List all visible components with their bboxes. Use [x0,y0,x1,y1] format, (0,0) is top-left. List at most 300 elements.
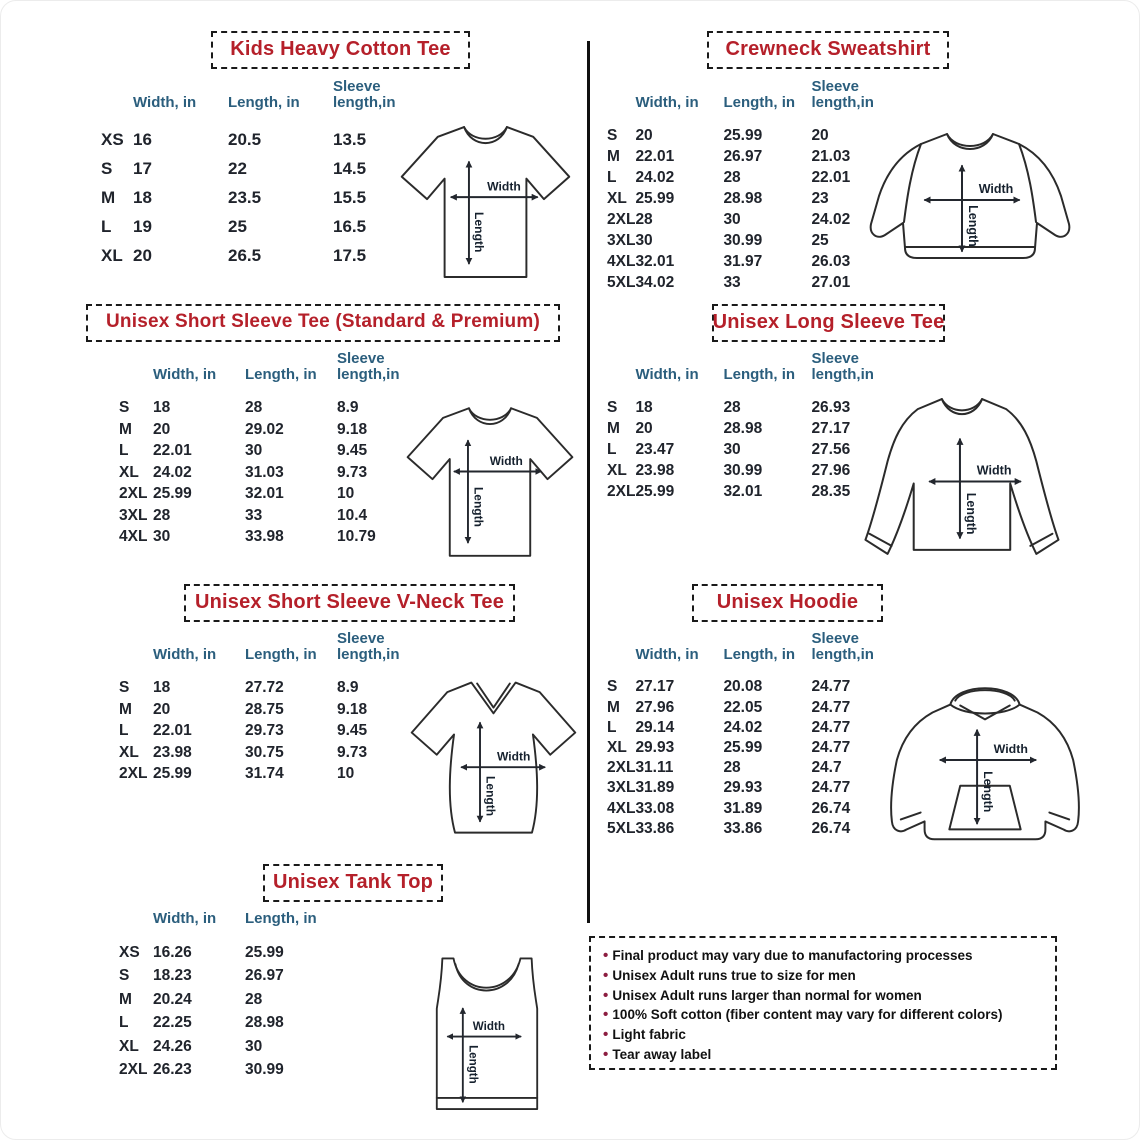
table-row [109,988,349,1012]
size-label: L [607,440,617,458]
section-title-kids-heavy-cotton-tee [211,31,470,69]
measurement-value: 20 [635,419,653,437]
measurement-value: 25.99 [153,765,192,783]
measurement-value: 27.56 [811,440,851,458]
column-header: Length, in [723,646,796,664]
measurement-value: 20.5 [228,129,262,149]
measurement-value: 33 [245,506,263,524]
corner-cell [109,631,153,677]
table-row [597,481,881,502]
section-title-unisex-long-sleeve-tee [712,304,945,342]
table-row [597,272,881,293]
measurement-value: 33 [723,273,741,291]
table-row [109,505,407,527]
measurement-value: 24.7 [811,759,842,777]
size-label: S [119,399,130,417]
measurement-value: 26.03 [811,252,851,270]
measurement-value: 17.5 [333,245,367,265]
width-label: Width [487,179,521,194]
measurement-value: 22 [228,158,247,178]
width-label: Width [978,182,1014,196]
measurement-value: 18 [153,399,171,417]
table-row [109,699,407,721]
table-row [597,677,881,697]
size-label: 2XL [607,759,636,777]
measurement-value: 20.24 [153,990,192,1008]
measurement-value: 24.02 [723,718,763,736]
hoodie-diagram [881,671,1089,853]
column-header: Width, in [153,646,217,664]
measurement-value: 18 [635,398,653,416]
table-row [109,965,349,989]
measurement-value: 24.77 [811,678,851,696]
measurement-value: 30 [153,528,171,546]
measurement-value: 28 [245,990,263,1008]
length-label: Length [483,776,498,817]
measurement-value: 28 [635,210,653,228]
size-label: 5XL [607,273,636,291]
size-label: 5XL [607,819,636,837]
measurement-value: 24.26 [153,1037,192,1055]
measurement-value: 16 [133,129,152,149]
measurement-value: 10 [337,485,355,503]
table-row [91,212,403,241]
measurement-value: 18 [133,187,152,207]
measurement-value: 21.03 [811,147,851,165]
size-table [109,351,407,548]
measurement-value: 30.99 [245,1061,284,1079]
measurement-value: 20 [153,420,171,438]
measurement-value: 14.5 [333,158,367,178]
length-label: Length [466,1045,480,1084]
measurement-value: 30 [245,442,263,460]
section-title-text: Unisex Tank Top [272,870,434,893]
table-row [109,419,407,441]
measurement-value: 27.72 [245,679,284,697]
measurement-value: 9.18 [337,700,368,718]
size-label: 3XL [607,779,636,797]
size-label: XS [119,943,140,961]
measurement-value: 31.74 [245,765,284,783]
table-row [597,397,881,418]
neck-trim-line [455,964,518,990]
measurement-value: 17 [133,158,152,178]
size-label: XL [607,739,627,757]
column-header: Sleeve length,in [811,350,874,384]
length-label: Length [966,205,980,247]
measurement-value: 28.35 [811,482,851,500]
column-header: Width, in [635,94,699,112]
table-row [109,742,407,764]
sleeve-seam-right [1019,144,1036,222]
measurement-value: 29.93 [635,739,675,757]
column-header: Sleeve length,in [811,78,874,112]
size-label: L [607,718,617,736]
table-row [109,941,349,965]
tshirt-diagram [399,395,581,571]
section-title-unisex-tank-top [263,864,443,902]
measurement-value: 9.45 [337,722,368,740]
measurement-value: 33.86 [635,819,675,837]
table-row [109,1035,349,1059]
measurement-value: 26.93 [811,398,851,416]
measurement-value: 23.5 [228,187,262,207]
size-label: XL [607,461,627,479]
table-row [597,188,881,209]
measurement-value: 26.97 [723,147,763,165]
table-row [109,1059,349,1083]
size-label: M [119,700,132,718]
tshirt-diagram [393,113,578,293]
table-row [91,241,403,270]
size-label: 2XL [607,210,636,228]
notes-list [603,946,1043,1065]
measurement-value: 32.01 [245,485,284,503]
size-label: XL [101,245,123,265]
length-label: Length [471,211,486,253]
measurement-value: 20 [153,700,171,718]
table-row [109,677,407,699]
measurement-value: 27.01 [811,273,851,291]
measurement-value: 10 [337,765,355,783]
measurement-value: 22.25 [153,1014,192,1032]
size-label: 2XL [607,482,636,500]
table-row [91,183,403,212]
measurement-value: 30 [723,210,741,228]
measurement-value: 20.08 [723,678,763,696]
measurement-value: 19 [133,216,152,236]
size-label: XL [119,463,139,481]
size-label: M [607,698,620,716]
measurement-value: 8.9 [337,399,359,417]
table-row [597,209,881,230]
size-table-unisex-short-sleeve-tee [109,351,407,548]
width-label: Width [993,742,1028,757]
tank-top-diagram [421,951,553,1123]
measurement-value: 16.5 [333,216,367,236]
corner-cell [109,911,153,941]
size-label: XL [119,1037,139,1055]
table-row [597,125,881,146]
measurement-value: 28.98 [723,189,763,207]
measurement-value: 28 [723,398,741,416]
measurement-value: 25.99 [723,126,763,144]
table-row [597,778,881,798]
length-label: Length [471,487,486,527]
size-table [109,911,349,1082]
measurement-value: 23.98 [635,461,675,479]
width-label: Width [472,1020,505,1034]
size-label: L [119,722,129,740]
note-item: • 100% Soft cotton (fiber content may vary for different colors) [603,1005,1043,1025]
measurement-value: 20 [133,245,152,265]
note-item: • Unisex Adult runs true to size for men [603,966,1043,986]
measurement-value: 20 [811,126,829,144]
table-row [109,763,407,785]
table-row [597,758,881,778]
size-label: L [101,216,112,236]
measurement-value: 23.98 [153,743,192,761]
column-header: Sleeve length,in [811,630,874,664]
measurement-value: 31.11 [635,759,674,777]
cuff-line-right [1049,813,1069,820]
measurement-value: 24.77 [811,698,851,716]
measurement-value: 26.5 [228,245,262,265]
v-neck-inner-line [477,684,510,708]
size-label: XL [607,189,627,207]
long-sleeve-tee-diagram [853,387,1085,573]
size-label: 2XL [119,1061,148,1079]
length-label: Length [981,771,996,813]
measurement-value: 27.17 [635,678,675,696]
table-row [597,146,881,167]
measurement-value: 29.02 [245,420,284,438]
corner-cell [109,351,153,397]
table-row [91,154,403,183]
section-title-text: Unisex Long Sleeve Tee [712,310,945,333]
column-header: Length, in [723,94,796,112]
size-table [597,631,881,839]
column-header: Sleeve length,in [337,350,400,384]
measurement-value: 33.08 [635,799,675,817]
measurement-value: 25 [811,231,829,249]
measurement-value: 26.97 [245,967,284,985]
size-table [91,79,403,270]
measurement-value: 28.98 [723,419,763,437]
size-label: L [119,1014,129,1032]
size-label: 3XL [607,231,636,249]
section-title-unisex-v-neck-tee [184,584,515,622]
size-label: S [119,967,130,985]
measurement-value: 24.02 [153,463,192,481]
table-row [597,439,881,460]
measurement-value: 28.75 [245,700,284,718]
measurement-value: 26.74 [811,819,851,837]
measurement-value: 22.01 [635,147,675,165]
size-table [597,79,881,293]
size-table-crewneck-sweatshirt [597,79,881,293]
size-label: S [607,398,618,416]
measurement-value: 25.99 [635,482,675,500]
section-title-text: Unisex Hoodie [716,590,859,613]
measurement-value: 25.99 [153,485,192,503]
measurement-value: 28.98 [245,1014,284,1032]
measurement-value: 23 [811,189,829,207]
table-row [109,1012,349,1036]
size-label: M [607,419,620,437]
measurement-value: 33.98 [245,528,284,546]
measurement-value: 30 [723,440,741,458]
cuff-line-left [901,813,921,820]
section-title-unisex-hoodie [692,584,883,622]
size-label: S [119,679,130,697]
measurement-value: 15.5 [333,187,367,207]
measurement-value: 27.17 [811,419,851,437]
measurement-value: 30.75 [245,743,284,761]
tank-outline [437,958,537,1109]
measurement-value: 31.89 [723,799,763,817]
measurement-value: 22.01 [153,442,192,460]
size-table-unisex-hoodie [597,631,881,839]
measurement-value: 27.96 [635,698,675,716]
measurement-value: 22.01 [811,168,851,186]
table-row [597,460,881,481]
measurement-value: 28 [723,759,741,777]
column-header: Width, in [635,366,699,384]
size-table-unisex-long-sleeve-tee [597,351,881,502]
measurement-value: 18 [153,679,171,697]
table-row [91,125,403,154]
measurement-value: 34.02 [635,273,675,291]
note-item: • Light fabric [603,1025,1043,1045]
size-label: M [119,990,132,1008]
measurement-value: 31.97 [723,252,763,270]
measurement-value: 30.99 [723,231,763,249]
column-header: Length, in [245,366,317,384]
v-neck-tee-diagram [403,671,583,849]
table-row [109,397,407,419]
section-title-unisex-short-sleeve-tee [86,304,560,342]
size-label: 3XL [119,506,148,524]
width-label: Width [976,463,1012,478]
measurement-value: 10.79 [337,528,376,546]
measurement-value: 25.99 [723,739,763,757]
measurement-value: 20 [635,126,653,144]
table-row [597,230,881,251]
corner-cell [597,351,635,397]
column-header: Width, in [635,646,699,664]
measurement-value: 29.73 [245,722,284,740]
measurement-value: 23.47 [635,440,675,458]
table-row [109,720,407,742]
sleeve-seam-left [904,144,921,222]
product-notes-box [589,936,1057,1070]
size-label: M [119,420,132,438]
size-label: 4XL [607,252,636,270]
size-label: L [119,442,129,460]
measurement-value: 31.03 [245,463,284,481]
measurement-value: 26.23 [153,1061,192,1079]
column-header: Width, in [153,910,217,927]
column-header: Length, in [245,646,317,664]
size-label: M [607,147,620,165]
size-label: 4XL [607,799,636,817]
measurement-value: 24.77 [811,739,851,757]
section-title-crewneck-sweatshirt [707,31,949,69]
measurement-value: 8.9 [337,679,359,697]
measurement-value: 24.02 [635,168,675,186]
size-table [109,631,407,785]
table-row [597,799,881,819]
measurement-value: 9.18 [337,420,368,438]
table-row [597,698,881,718]
measurement-value: 25.99 [635,189,675,207]
table-row [597,738,881,758]
size-label: S [607,126,618,144]
size-table-unisex-v-neck-tee [109,631,407,785]
section-title-text: Crewneck Sweatshirt [725,37,931,60]
table-row [109,526,407,548]
table-row [109,483,407,505]
section-title-text: Kids Heavy Cotton Tee [230,37,451,60]
section-title-text: Unisex Short Sleeve Tee (Standard & Premium) [106,311,540,332]
measurement-value: 32.01 [723,482,763,500]
size-table-unisex-tank-top [109,911,349,1082]
measurement-value: 27.96 [811,461,851,479]
measurement-value: 10.4 [337,506,368,524]
section-title-text: Unisex Short Sleeve V-Neck Tee [194,590,505,613]
measurement-value: 22.05 [723,698,763,716]
corner-cell [597,631,635,677]
column-header: Length, in [245,910,317,927]
measurement-value: 24.02 [811,210,851,228]
table-row [597,718,881,738]
measurement-value: 28 [245,399,263,417]
corner-cell [597,79,635,125]
measurement-value: 25.99 [245,943,284,961]
column-header: Length, in [228,94,300,112]
sweatshirt-diagram [863,119,1078,291]
measurement-value: 29.14 [635,718,675,736]
measurement-value: 9.73 [337,463,368,481]
size-label: L [607,168,617,186]
width-label: Width [497,749,531,764]
column-header: Width, in [153,366,217,384]
length-label: Length [963,492,978,535]
column-header: Width, in [133,94,197,112]
size-label: S [607,678,618,696]
long-sleeve-outline [865,399,1058,554]
measurement-value: 26.74 [811,799,851,817]
table-row [597,167,881,188]
measurement-value: 28 [153,506,171,524]
measurement-value: 31.89 [635,779,675,797]
measurement-value: 13.5 [333,129,367,149]
cuff-line-right [1030,534,1052,546]
note-item: • Final product may vary due to manufactoring processes [603,946,1043,966]
measurement-value: 16.26 [153,943,192,961]
measurement-value: 29.93 [723,779,763,797]
column-header: Sleeve length,in [337,630,400,664]
size-label: 2XL [119,765,148,783]
size-label: 2XL [119,485,148,503]
vertical-divider [587,41,590,923]
size-label: 4XL [119,528,148,546]
measurement-value: 30 [245,1037,263,1055]
tshirt-outline [408,408,573,556]
tshirt-outline [402,127,569,277]
width-label: Width [489,453,523,468]
measurement-value: 28 [723,168,741,186]
column-header: Sleeve length,in [333,78,396,112]
measurement-value: 24.77 [811,779,851,797]
measurement-value: 24.77 [811,718,851,736]
table-row [109,440,407,462]
measurement-value: 9.45 [337,442,368,460]
note-item: • Tear away label [603,1045,1043,1065]
size-table [597,351,881,502]
column-header: Length, in [723,366,796,384]
measurement-value: 9.73 [337,743,368,761]
table-row [597,819,881,839]
size-label: XL [119,743,139,761]
table-row [597,251,881,272]
table-row [109,462,407,484]
corner-cell [91,79,133,125]
measurement-value: 32.01 [635,252,675,270]
measurement-value: 25 [228,216,247,236]
measurement-value: 30.99 [723,461,763,479]
